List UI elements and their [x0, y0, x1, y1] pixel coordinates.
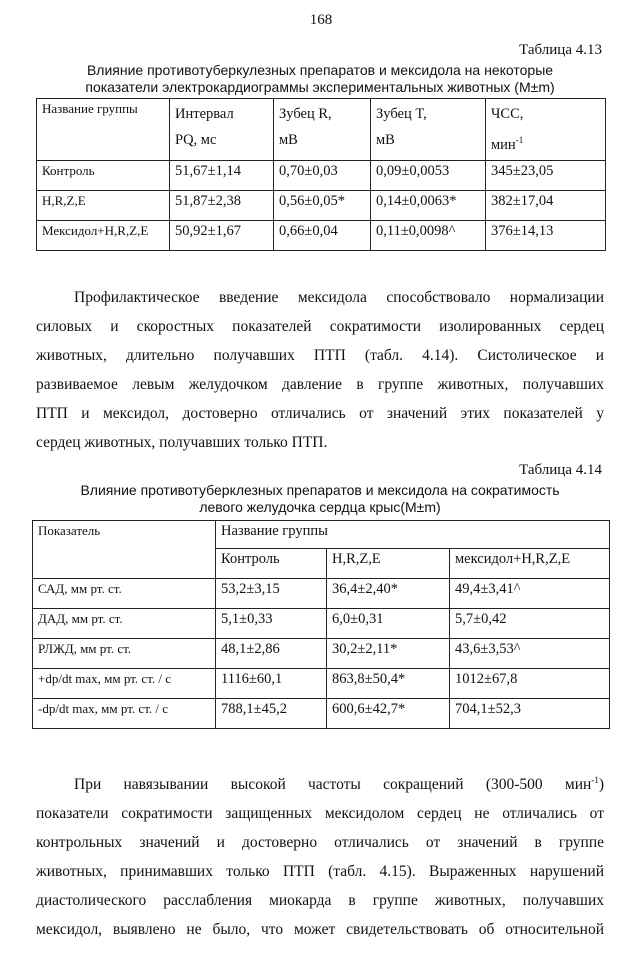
- table-4-13: [36, 98, 606, 251]
- table-cell: 0,09±0,0053: [371, 160, 486, 190]
- table-cell: -dp/dt max, мм рт. ст. / с: [33, 699, 216, 729]
- paragraph-line: диастолического расслабления миокарда в группе животных, получавших: [36, 892, 604, 910]
- paragraph-line: При навязывании высокой частоты сокращений (300-500 мин$^{-1}$): [74, 775, 604, 794]
- table-row: [33, 609, 610, 639]
- paragraph-line: животных, длительно получавших ПТП (табл. 4.14). Систолическое и: [36, 347, 604, 364]
- table-header-cell: Название группы: [216, 521, 610, 549]
- table-cell: 1012±67,8: [450, 669, 610, 699]
- table-row: [33, 639, 610, 669]
- table-4-13-caption: [30, 62, 610, 96]
- paragraph-line: показатели сократимости защищенных мексидолом сердец не отличались от: [36, 805, 604, 823]
- table-cell: 53,2±3,15: [216, 579, 327, 609]
- table-cell: РЛЖД, мм рт. ст.: [33, 639, 216, 669]
- table-cell: 0,11±0,0098^: [371, 220, 486, 250]
- table-row: [33, 699, 610, 729]
- table-4-14-caption: [30, 482, 610, 516]
- table-cell: 6,0±0,31: [327, 609, 450, 639]
- table-cell: 863,8±50,4*: [327, 669, 450, 699]
- page-number: 168: [309, 12, 333, 28]
- paragraph-2: [36, 766, 604, 944]
- table-4-13-label: Таблица 4.13: [519, 42, 602, 58]
- table-cell: 51,87±2,38: [170, 190, 274, 220]
- table-cell: 50,92±1,67: [170, 220, 274, 250]
- table-row: [37, 160, 606, 190]
- table-cell: 788,1±45,2: [216, 699, 327, 729]
- table-header-cell: мексидол+H,R,Z,E: [450, 549, 610, 579]
- table-header-cell: ЧСС, мин$^{-1}$: [486, 99, 606, 161]
- table-4-14-title-line2: левого желудочка сердца крыс(M±m): [199, 499, 441, 515]
- table-header-cell: Название группы: [37, 99, 170, 161]
- table-cell: 600,6±42,7*: [327, 699, 450, 729]
- table-4-14-label: Таблица 4.14: [519, 462, 602, 478]
- table-cell: 51,67±1,14: [170, 160, 274, 190]
- table-cell: 5,1±0,33: [216, 609, 327, 639]
- paragraph-line: животных, принимавших только ПТП (табл. 4.15). Выраженных нарушений: [36, 863, 604, 881]
- table-row: [37, 220, 606, 250]
- table-header-cell: Показатель: [33, 521, 216, 579]
- table-cell: ДАД, мм рт. ст.: [33, 609, 216, 639]
- table-cell: 49,4±3,41^: [450, 579, 610, 609]
- table-cell: САД, мм рт. ст.: [33, 579, 216, 609]
- paragraph-1: [36, 283, 604, 457]
- paragraph-line: силовых и скоростных показателей сократимости изолированных сердец: [36, 318, 604, 335]
- paragraph-line: мексидол, выявлено не было, что может свидетельствовать об относительной: [36, 921, 604, 939]
- paragraph-line: ПТП и мексидол, достоверно отличались от значений этих показателей у: [36, 405, 604, 422]
- table-cell: 0,70±0,03: [274, 160, 371, 190]
- table-row: [37, 190, 606, 220]
- table-header-cell: Зубец T, мВ: [371, 99, 486, 161]
- table-4-13-title-line2: показатели электрокардиограммы экспериментальных животных (M±m): [85, 79, 555, 95]
- table-cell: 5,7±0,42: [450, 609, 610, 639]
- table-4-13-title-line1: Влияние противотуберкулезных препаратов и мексидола на некоторые: [86, 62, 554, 78]
- table-cell: 30,2±2,11*: [327, 639, 450, 669]
- table-cell: 48,1±2,86: [216, 639, 327, 669]
- table-row: [33, 579, 610, 609]
- table-header-cell: H,R,Z,E: [327, 549, 450, 579]
- table-cell: 345±23,05: [486, 160, 606, 190]
- table-cell: 376±14,13: [486, 220, 606, 250]
- table-4-14: [32, 520, 610, 729]
- table-row: [33, 669, 610, 699]
- table-cell: 0,66±0,04: [274, 220, 371, 250]
- paragraph-line: Профилактическое введение мексидола способствовало нормализации: [74, 289, 604, 306]
- table-cell: H,R,Z,E: [37, 190, 170, 220]
- table-header-cell: Контроль: [216, 549, 327, 579]
- table-header-cell: Зубец R, мВ: [274, 99, 371, 161]
- table-4-14-title-line1: Влияние противотуберклезных препаратов и мексидола на сократимость: [80, 482, 560, 498]
- table-header-row: [37, 99, 606, 161]
- table-cell: Контроль: [37, 160, 170, 190]
- paragraph-line: контрольных значений и достоверно отличались от значений в группе: [36, 834, 604, 852]
- table-cell: 704,1±52,3: [450, 699, 610, 729]
- table-cell: 43,6±3,53^: [450, 639, 610, 669]
- table-header-cell: Интервал PQ, мс: [170, 99, 274, 161]
- paragraph-line: развиваемое левым желудочком давление в группе животных, получавших: [36, 376, 604, 393]
- table-cell: 1116±60,1: [216, 669, 327, 699]
- table-header-row: [33, 521, 610, 549]
- table-cell: 0,14±0,0063*: [371, 190, 486, 220]
- table-cell: 382±17,04: [486, 190, 606, 220]
- table-cell: 0,56±0,05*: [274, 190, 371, 220]
- table-cell: 36,4±2,40*: [327, 579, 450, 609]
- table-cell: Мексидол+H,R,Z,E: [37, 220, 170, 250]
- paragraph-line: сердец животных, получавших только ПТП.: [36, 434, 328, 451]
- table-cell: +dp/dt max, мм рт. ст. / с: [33, 669, 216, 699]
